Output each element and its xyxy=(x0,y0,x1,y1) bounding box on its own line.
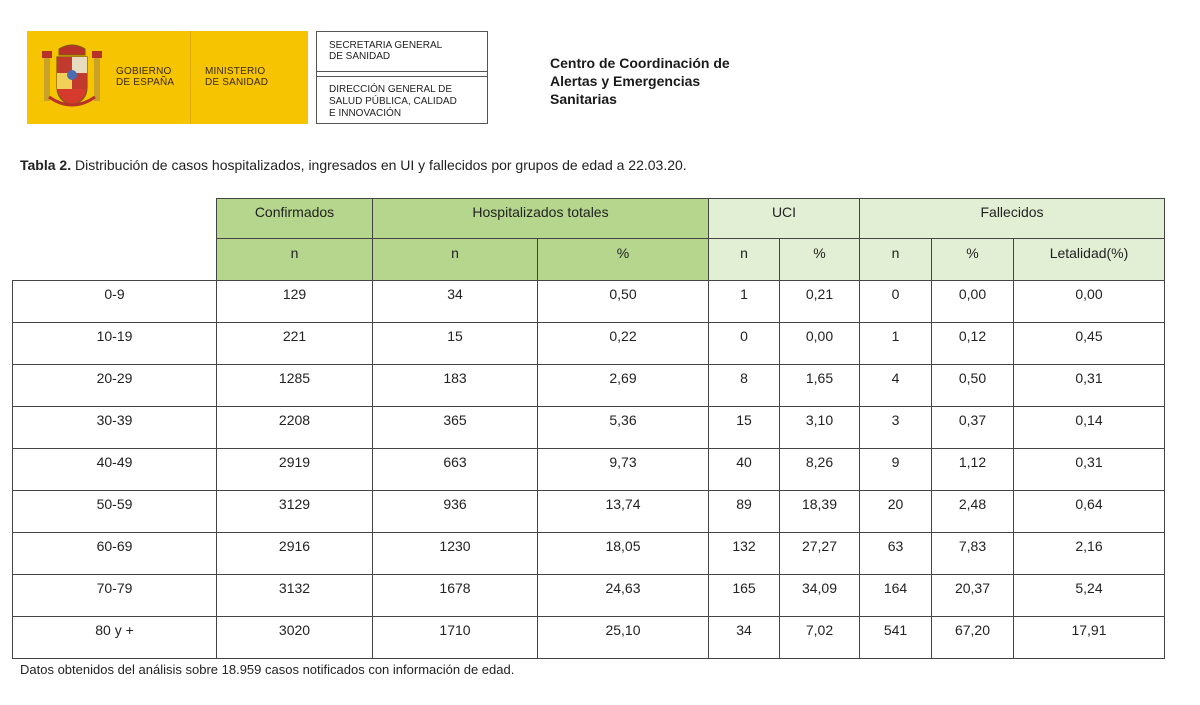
cell-hosp-n: 1710 xyxy=(373,617,538,659)
cell-letalidad: 0,14 xyxy=(1014,407,1165,449)
cell-age-group: 0-9 xyxy=(13,281,217,323)
cell-letalidad: 17,91 xyxy=(1014,617,1165,659)
subheader-hosp-pct: % xyxy=(538,239,709,281)
cell-confirmados-n: 3132 xyxy=(217,575,373,617)
cell-hosp-n: 936 xyxy=(373,491,538,533)
government-logo-block xyxy=(27,31,308,124)
subheader-uci-pct: % xyxy=(780,239,860,281)
subheader-uci-n: n xyxy=(709,239,780,281)
cell-fall-n: 0 xyxy=(860,281,932,323)
cell-age-group: 40-49 xyxy=(13,449,217,491)
caption-label: Tabla 2. xyxy=(20,157,72,173)
cell-age-group: 10-19 xyxy=(13,323,217,365)
cell-confirmados-n: 2208 xyxy=(217,407,373,449)
cell-hosp-n: 183 xyxy=(373,365,538,407)
cell-hosp-n: 1230 xyxy=(373,533,538,575)
subheader-hosp-n: n xyxy=(373,239,538,281)
secretaria-label: SECRETARIA GENERAL DE SANIDAD xyxy=(317,32,487,72)
table-row xyxy=(13,491,1165,533)
table-body xyxy=(13,281,1165,659)
cell-hosp-n: 1678 xyxy=(373,575,538,617)
cell-hosp-pct: 13,74 xyxy=(538,491,709,533)
cell-fall-n: 164 xyxy=(860,575,932,617)
cell-fall-n: 3 xyxy=(860,407,932,449)
cell-uci-n: 40 xyxy=(709,449,780,491)
cell-hosp-n: 663 xyxy=(373,449,538,491)
table-caption xyxy=(20,157,687,173)
cell-confirmados-n: 1285 xyxy=(217,365,373,407)
cell-fall-pct: 0,50 xyxy=(932,365,1014,407)
table-row xyxy=(13,407,1165,449)
cell-fall-n: 20 xyxy=(860,491,932,533)
cell-uci-pct: 1,65 xyxy=(780,365,860,407)
cell-hosp-n: 15 xyxy=(373,323,538,365)
gobierno-label: GOBIERNO DE ESPAÑA xyxy=(116,66,175,88)
cell-fall-n: 1 xyxy=(860,323,932,365)
table-row xyxy=(13,323,1165,365)
cell-hosp-n: 34 xyxy=(373,281,538,323)
cell-letalidad: 0,00 xyxy=(1014,281,1165,323)
cell-fall-n: 63 xyxy=(860,533,932,575)
cell-confirmados-n: 221 xyxy=(217,323,373,365)
cell-fall-pct: 20,37 xyxy=(932,575,1014,617)
header-fallecidos: Fallecidos xyxy=(860,199,1165,239)
table-row xyxy=(13,617,1165,659)
cell-uci-pct: 18,39 xyxy=(780,491,860,533)
cell-confirmados-n: 3020 xyxy=(217,617,373,659)
cell-uci-n: 165 xyxy=(709,575,780,617)
center-title: Centro de Coordinación de Alertas y Emergencias Sanitarias xyxy=(550,55,730,107)
caption-text: Distribución de casos hospitalizados, ingresados en UI y fallecidos por grupos de edad a 22.03.20. xyxy=(71,157,687,173)
cell-age-group: 50-59 xyxy=(13,491,217,533)
empty-corner-cell xyxy=(13,199,217,281)
secretaria-box xyxy=(316,31,488,124)
subheader-confirmados-n: n xyxy=(217,239,373,281)
cell-uci-pct: 3,10 xyxy=(780,407,860,449)
cell-age-group: 60-69 xyxy=(13,533,217,575)
footer-note: Datos obtenidos del análisis sobre 18.959 casos notificados con información de edad. xyxy=(20,662,515,677)
cell-age-group: 70-79 xyxy=(13,575,217,617)
cell-fall-pct: 0,00 xyxy=(932,281,1014,323)
cell-uci-pct: 0,00 xyxy=(780,323,860,365)
cell-fall-n: 9 xyxy=(860,449,932,491)
cell-fall-pct: 0,12 xyxy=(932,323,1014,365)
cell-uci-pct: 34,09 xyxy=(780,575,860,617)
table-row xyxy=(13,575,1165,617)
cell-hosp-n: 365 xyxy=(373,407,538,449)
cell-uci-n: 132 xyxy=(709,533,780,575)
cell-hosp-pct: 25,10 xyxy=(538,617,709,659)
cell-uci-pct: 0,21 xyxy=(780,281,860,323)
group-header-row xyxy=(13,199,1165,239)
cell-fall-pct: 2,48 xyxy=(932,491,1014,533)
header-uci: UCI xyxy=(709,199,860,239)
logo-divider xyxy=(190,31,191,124)
cell-hosp-pct: 2,69 xyxy=(538,365,709,407)
cell-fall-pct: 1,12 xyxy=(932,449,1014,491)
cell-confirmados-n: 2919 xyxy=(217,449,373,491)
age-distribution-table xyxy=(12,198,1165,659)
table-row xyxy=(13,533,1165,575)
cell-fall-pct: 67,20 xyxy=(932,617,1014,659)
subheader-letalidad: Letalidad(%) xyxy=(1014,239,1165,281)
cell-hosp-pct: 18,05 xyxy=(538,533,709,575)
coat-of-arms-icon xyxy=(41,43,103,111)
cell-letalidad: 0,45 xyxy=(1014,323,1165,365)
cell-hosp-pct: 24,63 xyxy=(538,575,709,617)
cell-age-group: 80 y + xyxy=(13,617,217,659)
table-row xyxy=(13,281,1165,323)
header-hospitalizados: Hospitalizados totales xyxy=(373,199,709,239)
cell-confirmados-n: 129 xyxy=(217,281,373,323)
cell-uci-n: 8 xyxy=(709,365,780,407)
cell-letalidad: 0,31 xyxy=(1014,365,1165,407)
cell-fall-pct: 7,83 xyxy=(932,533,1014,575)
ministerio-label: MINISTERIO DE SANIDAD xyxy=(205,66,269,88)
cell-uci-n: 34 xyxy=(709,617,780,659)
cell-uci-pct: 27,27 xyxy=(780,533,860,575)
cell-age-group: 20-29 xyxy=(13,365,217,407)
cell-age-group: 30-39 xyxy=(13,407,217,449)
cell-letalidad: 2,16 xyxy=(1014,533,1165,575)
subheader-fall-n: n xyxy=(860,239,932,281)
cell-uci-n: 1 xyxy=(709,281,780,323)
table-row xyxy=(13,365,1165,407)
cell-hosp-pct: 0,22 xyxy=(538,323,709,365)
cell-letalidad: 5,24 xyxy=(1014,575,1165,617)
cell-confirmados-n: 3129 xyxy=(217,491,373,533)
cell-letalidad: 0,31 xyxy=(1014,449,1165,491)
header-confirmados: Confirmados xyxy=(217,199,373,239)
cell-uci-n: 15 xyxy=(709,407,780,449)
cell-fall-n: 541 xyxy=(860,617,932,659)
cell-confirmados-n: 2916 xyxy=(217,533,373,575)
cell-uci-pct: 8,26 xyxy=(780,449,860,491)
cell-fall-pct: 0,37 xyxy=(932,407,1014,449)
subheader-fall-pct: % xyxy=(932,239,1014,281)
table-row xyxy=(13,449,1165,491)
cell-hosp-pct: 5,36 xyxy=(538,407,709,449)
direccion-label: DIRECCIÓN GENERAL DE SALUD PÚBLICA, CALIDAD E INNOVACIÓN xyxy=(317,76,487,123)
cell-hosp-pct: 9,73 xyxy=(538,449,709,491)
cell-uci-n: 89 xyxy=(709,491,780,533)
cell-letalidad: 0,64 xyxy=(1014,491,1165,533)
cell-hosp-pct: 0,50 xyxy=(538,281,709,323)
cell-uci-pct: 7,02 xyxy=(780,617,860,659)
cell-uci-n: 0 xyxy=(709,323,780,365)
cell-fall-n: 4 xyxy=(860,365,932,407)
